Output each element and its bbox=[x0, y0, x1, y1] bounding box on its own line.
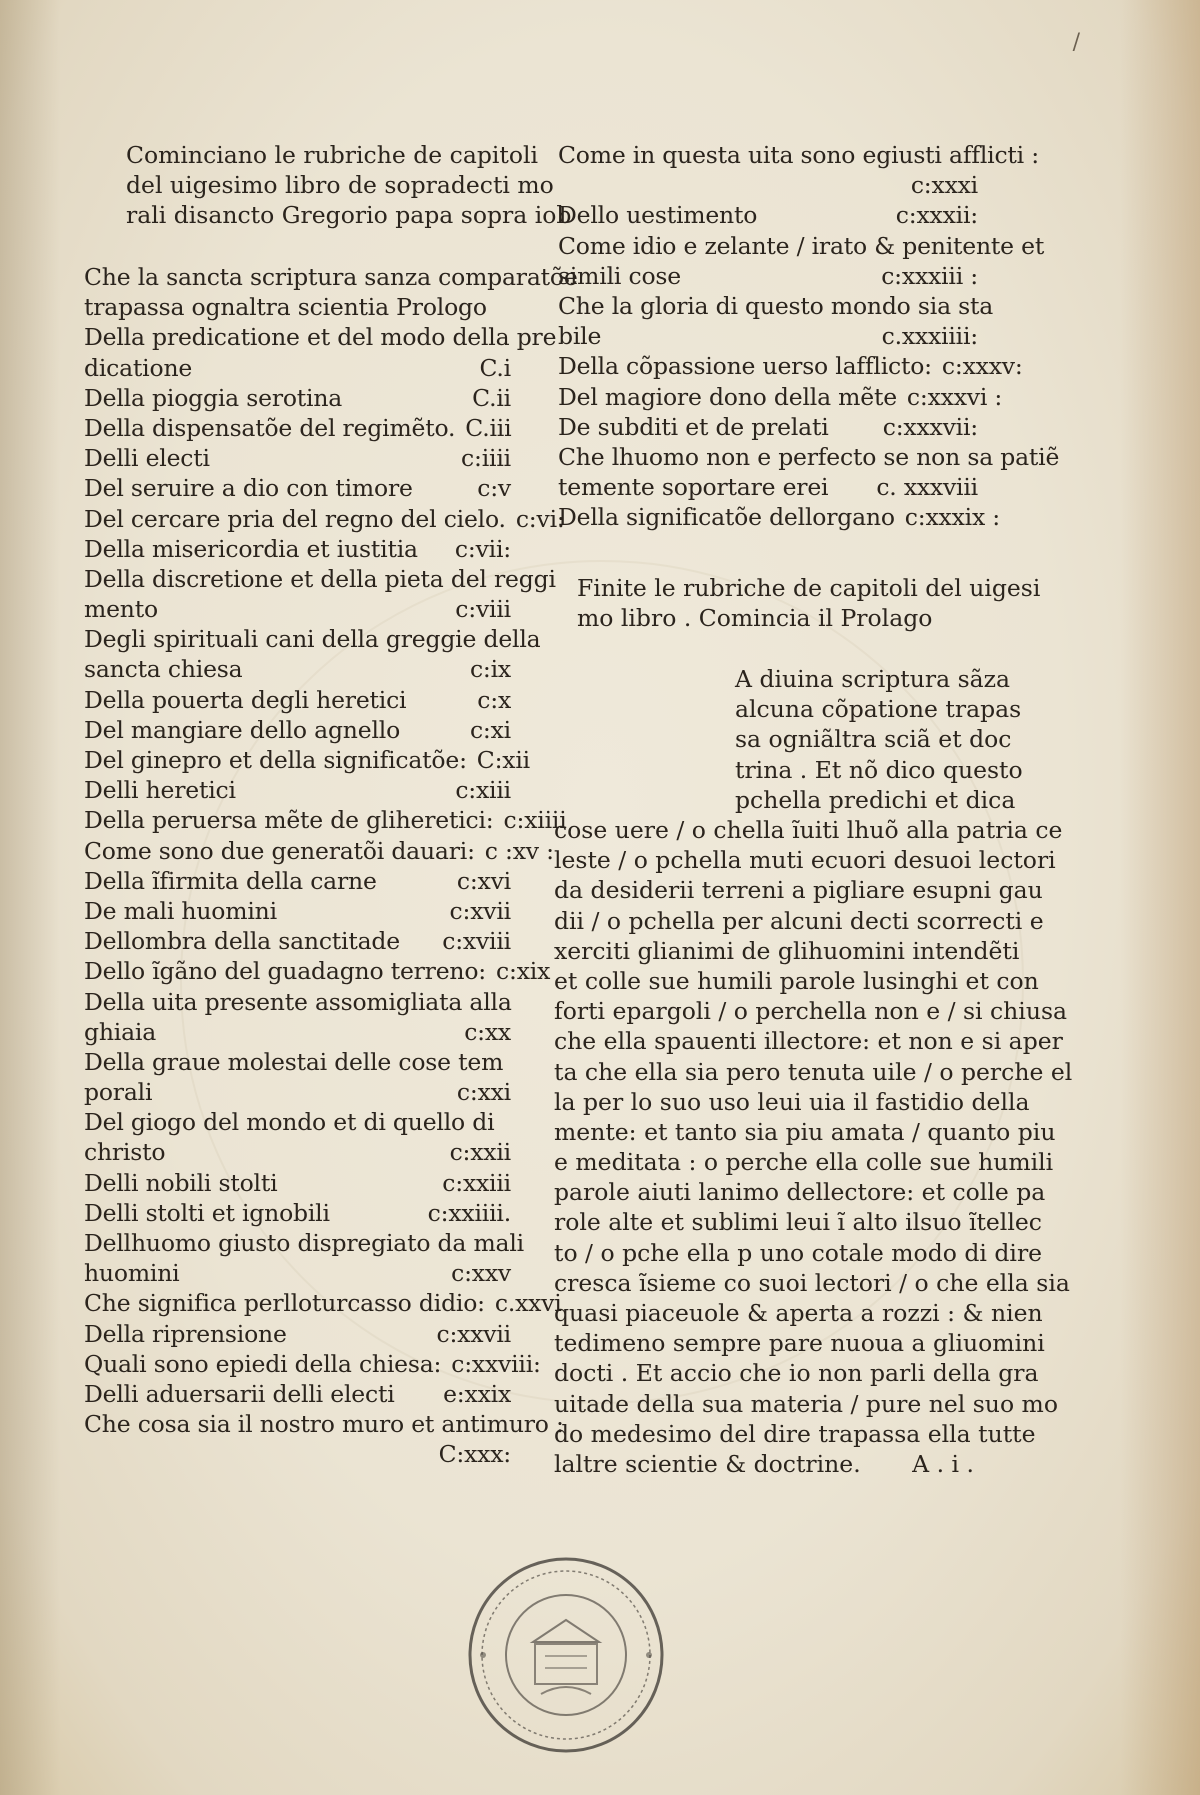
prologue-line-text: uitade della sua materia / pure nel suo mo bbox=[554, 1389, 1058, 1418]
rubric-line-chapter-number: c:xx bbox=[464, 1017, 511, 1046]
prologue-line bbox=[554, 1087, 1030, 1117]
rubric-line-text: Della predicatione et del modo della pre bbox=[84, 323, 557, 352]
heading-line: Cominciano le rubriche de capitoli bbox=[126, 141, 539, 169]
rubric-line-chapter-number bbox=[512, 987, 522, 1017]
prologue-line bbox=[554, 1057, 1073, 1087]
rubric-line bbox=[84, 1319, 511, 1349]
rubric-line-text: Degli spirituali cani della greggie della bbox=[84, 625, 541, 654]
rubric-line-chapter-number: e:xxix bbox=[443, 1379, 511, 1408]
prologue-line-text: leste / o pchella muti ecuori desuoi lectori bbox=[554, 846, 1056, 875]
prologue-line bbox=[554, 1449, 974, 1479]
rubric-line-chapter-number: C:xxx: bbox=[438, 1440, 511, 1469]
rubric-line-text: Del giogo del mondo et di quello di bbox=[84, 1108, 495, 1137]
prologue-line bbox=[554, 875, 1043, 905]
rubric-line-chapter-number: c:xxiiii. bbox=[427, 1198, 511, 1227]
rubric-line bbox=[84, 987, 511, 1017]
rubric-line bbox=[84, 1258, 511, 1288]
prologue-full-block bbox=[554, 815, 1073, 1479]
rubric-line-chapter-number: c:xxv bbox=[451, 1259, 511, 1288]
rubric-line-text: huomini bbox=[84, 1259, 180, 1288]
rubric-line bbox=[84, 685, 511, 715]
prologue-line bbox=[554, 1026, 1063, 1056]
rubric-line bbox=[84, 1349, 541, 1379]
rubric-line-text: Del ginepro et della significatõe: bbox=[84, 746, 467, 774]
rubric-line-chapter-number: c:viii bbox=[455, 595, 511, 624]
rubric-line-text: Della graue molestai delle cose tem bbox=[84, 1047, 504, 1076]
rubric-line-text: Come in questa uita sono egiusti afflicti : bbox=[558, 141, 1039, 169]
rubric-line bbox=[84, 353, 511, 383]
prologue-line: trina . Et nõ dico questo bbox=[735, 755, 1023, 784]
prologue-line-text: tedimeno sempre pare nuoua a gliuomini bbox=[554, 1329, 1045, 1358]
rubric-line-text: Che lhuomo non e perfecto se non sa patiẽ bbox=[558, 442, 1060, 471]
rubric-line-text: Della dispensatõe del regimẽto. bbox=[84, 413, 456, 442]
rubric-line-chapter-number: c.xxvi bbox=[494, 1289, 562, 1318]
prologue-line-text: do medesimo del dire trapassa ella tutte bbox=[554, 1419, 1036, 1448]
rubric-line bbox=[84, 443, 511, 473]
prologue-line bbox=[554, 815, 1063, 845]
prologue-line bbox=[554, 936, 1020, 966]
rubric-line-chapter-number: c:vii: bbox=[454, 534, 511, 563]
rubric-line-text: trapassa ognaltra scientia Prologo bbox=[84, 293, 487, 322]
prologue-line bbox=[554, 1238, 1043, 1268]
rubric-line bbox=[558, 412, 978, 442]
rubric-line bbox=[84, 1168, 511, 1198]
rubric-line bbox=[84, 715, 511, 745]
rubric-line bbox=[558, 351, 1023, 381]
rubric-line-chapter-number: c:xix bbox=[496, 957, 551, 986]
rubric-line-text: christo bbox=[84, 1138, 166, 1167]
prologue-line bbox=[554, 1298, 1043, 1328]
rubric-line-text: Della significatõe dellorgano bbox=[558, 503, 895, 532]
rubric-line-chapter-number: C.i bbox=[479, 353, 511, 382]
rubric-line bbox=[84, 926, 511, 956]
prologue-line: alcuna cõpatione trapas bbox=[735, 695, 1022, 724]
rubric-line-chapter-number: c:xvii bbox=[449, 896, 511, 925]
rubric-line-text: Della pioggia serotina bbox=[84, 383, 343, 412]
prologue-line-text: forti epargoli / o perchella non e / si chiusa bbox=[554, 997, 1068, 1026]
finite-line: mo libro . Comincia il Prolago bbox=[577, 604, 933, 633]
rubric-line bbox=[558, 382, 1003, 412]
rubric-line-text: Del cercare pria del regno del cielo. bbox=[84, 504, 506, 533]
prologue-line-text: parole aiuti lanimo dellectore: et colle pa bbox=[554, 1178, 1046, 1207]
rubric-line-text: Dello ĩgãno del guadagno terreno: bbox=[84, 957, 487, 986]
rubric-line-chapter-number bbox=[501, 1107, 511, 1137]
rubric-line-chapter-number bbox=[540, 624, 550, 654]
rubric-line-chapter-number: c:ix bbox=[469, 655, 511, 684]
prologue-line-text: xerciti glianimi de glihuomini intendẽti bbox=[554, 936, 1020, 965]
rubric-line-text: sancta chiesa bbox=[84, 655, 243, 684]
rubric-line-text: porali bbox=[84, 1078, 153, 1107]
right-column-rubrics bbox=[558, 140, 1060, 532]
prologue-line: pchella predichi et dica bbox=[735, 785, 1016, 814]
prologue-line-text: to / o pche ella p uno cotale modo di dire bbox=[554, 1238, 1043, 1267]
rubric-line-text: Che significa perlloturcasso didio: bbox=[84, 1289, 485, 1318]
rubric-line bbox=[84, 1077, 511, 1107]
prologue-line bbox=[554, 1358, 1039, 1388]
prologue-line bbox=[554, 1207, 1042, 1237]
rubric-line bbox=[558, 442, 1060, 472]
rubric-line bbox=[84, 534, 511, 564]
rubric-line-chapter-number: c:xvi bbox=[456, 866, 511, 895]
rubric-line-chapter-number: c:xxxiii : bbox=[881, 261, 978, 290]
rubric-line-text: Delli electi bbox=[84, 444, 210, 473]
rubric-line-text: bile bbox=[558, 322, 602, 351]
initial-letter-space bbox=[570, 664, 720, 804]
rubric-line-text: De mali huomini bbox=[84, 896, 277, 925]
rubric-line-text: Della misericordia et iustitia bbox=[84, 534, 418, 563]
rubric-line-text: Della pouerta degli heretici bbox=[84, 685, 407, 714]
prologue-line: A diuina scriptura sãza bbox=[735, 665, 1011, 693]
rubric-line bbox=[558, 231, 1045, 261]
prologue-line-text: la per lo suo uso leui uia il fastidio della bbox=[554, 1087, 1030, 1116]
rubric-line bbox=[84, 805, 567, 835]
rubric-line-text: simili cose bbox=[558, 261, 681, 290]
rubric-line-text: Che la sancta scriptura sanza comparatõe bbox=[84, 263, 578, 291]
rubric-line bbox=[84, 594, 511, 624]
prologue-line bbox=[554, 1419, 1036, 1449]
rubric-line bbox=[558, 502, 1000, 532]
rubric-line-chapter-number bbox=[503, 1047, 513, 1077]
rubric-line-chapter-number: c:xxviii: bbox=[451, 1349, 541, 1378]
rubric-line-chapter-number: c:xxvii bbox=[436, 1319, 511, 1348]
rubric-line-chapter-number: c:v bbox=[477, 474, 511, 503]
left-column-rubrics bbox=[84, 262, 578, 1470]
rubric-line bbox=[84, 1198, 511, 1228]
rubric-line bbox=[84, 322, 557, 352]
rubric-line bbox=[84, 1137, 511, 1167]
rubric-line bbox=[558, 321, 978, 351]
rubric-line bbox=[84, 1379, 511, 1409]
rubric-line-chapter-number: c:x bbox=[477, 685, 511, 714]
rubric-line-chapter-number: C:xii bbox=[476, 746, 530, 774]
rubric-line bbox=[84, 1107, 511, 1137]
rubric-line-chapter-number: c :xv : bbox=[484, 836, 554, 865]
rubric-line-text: Del mangiare dello agnello bbox=[84, 715, 401, 744]
prologue-line-text: docti . Et accio che io non parli della gra bbox=[554, 1359, 1039, 1388]
finite-rubrics-note bbox=[577, 573, 1041, 633]
rubric-line-chapter-number: c:xxxv: bbox=[941, 352, 1023, 381]
rubric-line-chapter-number bbox=[501, 292, 511, 322]
rubric-line-text: Della discretione et della pieta del reggi bbox=[84, 564, 556, 593]
rubric-line-chapter-number: c:xxxvii: bbox=[882, 412, 978, 441]
prologue-line-text: laltre scientie & doctrine. bbox=[554, 1449, 861, 1478]
prologue-line bbox=[554, 1117, 1056, 1147]
rubric-line-chapter-number: c:xxii bbox=[449, 1138, 511, 1167]
rubric-line bbox=[84, 292, 511, 322]
rubric-line bbox=[84, 745, 530, 775]
rubric-line-chapter-number: C.iii bbox=[465, 413, 512, 442]
rubric-line-chapter-number: c.xxxiiii: bbox=[881, 322, 978, 351]
prologue-line bbox=[554, 1147, 1054, 1177]
rubric-line-text: Delli aduersarii delli electi bbox=[84, 1379, 395, 1408]
prologue-line-chapter-number: A . i . bbox=[912, 1449, 974, 1478]
rubric-line-chapter-number bbox=[993, 291, 1003, 321]
rubric-line-chapter-number: c:xxxii: bbox=[895, 201, 978, 230]
rubric-line bbox=[84, 836, 554, 866]
rubric-line-chapter-number: c:xiii bbox=[455, 776, 511, 805]
prologue-line-text: cresca ĩsieme co suoi lectori / o che ella sia bbox=[554, 1268, 1070, 1297]
rubric-line bbox=[558, 472, 978, 502]
prologue-line-text: cose uere / o chella ĩuiti lhuõ alla patria ce bbox=[554, 816, 1063, 844]
rubric-line bbox=[84, 504, 565, 534]
prologue-line bbox=[554, 1268, 1070, 1298]
rubric-line-text: Della peruersa mẽte de gliheretici: bbox=[84, 806, 494, 835]
rubric-line bbox=[84, 383, 511, 413]
rubric-line-chapter-number: c:xxiii bbox=[442, 1168, 511, 1197]
rubric-line-text: Come idio e zelante / irato & penitente et bbox=[558, 231, 1045, 260]
rubric-line bbox=[84, 1439, 511, 1469]
rubric-line-text: temente soportare erei bbox=[558, 473, 829, 502]
rubric-line-text: Dello uestimento bbox=[558, 201, 758, 230]
prologue-line-text: ta che ella sia pero tenuta uile / o perche el bbox=[554, 1057, 1073, 1086]
rubric-line-text: Dellhuomo giusto dispregiato da mali bbox=[84, 1229, 525, 1257]
rubric-line bbox=[84, 866, 511, 896]
prologue-line-text: et colle sue humili parole lusinghi et con bbox=[554, 966, 1039, 995]
prologue-line-text: mente: et tanto sia piu amata / quanto piu bbox=[554, 1117, 1056, 1146]
rubric-line bbox=[558, 200, 978, 230]
rubric-line-text: Della uita presente assomigliata alla bbox=[84, 987, 512, 1016]
rubric-line-chapter-number bbox=[556, 564, 566, 594]
prologue-line: sa ogniãltra sciã et doc bbox=[735, 725, 1012, 754]
rubric-line-chapter-number: c:xxxix : bbox=[904, 503, 1000, 532]
rubric-line-text: Che la gloria di questo mondo sia sta bbox=[558, 291, 994, 320]
rubric-line-text: ghiaia bbox=[84, 1017, 157, 1046]
rubric-line-text: Del seruire a dio con timore bbox=[84, 474, 413, 503]
rubric-line-chapter-number: c:xxxvi : bbox=[906, 382, 1003, 411]
rubric-line-text: dicatione bbox=[84, 353, 193, 382]
rubric-line-text: Della riprensione bbox=[84, 1319, 287, 1348]
folio-mark: / bbox=[1072, 30, 1080, 55]
prologue-line bbox=[554, 906, 1044, 936]
rubric-line-chapter-number: c:xiiii bbox=[503, 806, 567, 835]
rubric-line bbox=[84, 1409, 564, 1439]
rubric-line-text: Della ĩfirmita della carne bbox=[84, 866, 377, 895]
rubric-line bbox=[84, 262, 578, 292]
rubric-line-chapter-number: c. xxxviii bbox=[876, 473, 978, 502]
prologue-line-text: quasi piaceuole & aperta a rozzi : & nien bbox=[554, 1299, 1043, 1327]
rubric-line bbox=[84, 564, 556, 594]
rubric-line bbox=[558, 291, 994, 321]
heading-line: rali disancto Gregorio papa sopra iob bbox=[126, 201, 572, 230]
rubric-line-text: mento bbox=[84, 595, 158, 624]
rubric-line-chapter-number: c:xi bbox=[469, 715, 511, 744]
rubric-line-text: Delli heretici bbox=[84, 776, 236, 805]
prologue-line bbox=[554, 966, 1039, 996]
prologue-line bbox=[554, 996, 1068, 1026]
rubric-line-chapter-number: c:vi: bbox=[515, 504, 565, 533]
rubric-line bbox=[84, 1288, 562, 1318]
rubric-line-chapter-number bbox=[1039, 140, 1049, 170]
rubric-line-text: De subditi et de prelati bbox=[558, 412, 829, 441]
rubric-line-text: Della cõpassione uerso lafflicto: bbox=[558, 352, 932, 381]
rubric-heading bbox=[126, 140, 572, 231]
rubric-line-text: Dellombra della sanctitade bbox=[84, 927, 400, 956]
library-stamp-icon bbox=[463, 1552, 669, 1758]
rubric-line-text: Che cosa sia il nostro muro et antimuro : bbox=[84, 1410, 564, 1439]
rubric-line bbox=[84, 1228, 525, 1258]
rubric-line-chapter-number bbox=[1059, 442, 1069, 472]
rubric-line-chapter-number bbox=[524, 1228, 534, 1258]
rubric-line bbox=[558, 261, 978, 291]
prologue-line-text: che ella spauenti illectore: et non e si aper bbox=[554, 1027, 1063, 1056]
rubric-line bbox=[558, 140, 1039, 170]
finite-line: Finite le rubriche de capitoli del uigesi bbox=[577, 574, 1041, 602]
rubric-line-text: Delli stolti et ignobili bbox=[84, 1198, 330, 1227]
prologue-line bbox=[554, 1177, 1046, 1207]
rubric-line-chapter-number: c:iiii bbox=[461, 444, 511, 473]
rubric-line bbox=[84, 473, 511, 503]
prologue-line-text: dii / o pchella per alcuni decti scorrecti e bbox=[554, 906, 1044, 935]
rubric-line bbox=[84, 1017, 511, 1047]
prologue-line-text: role alte et sublimi leui ĩ alto ilsuo ĩtellec bbox=[554, 1208, 1042, 1237]
rubric-line bbox=[84, 654, 511, 684]
rubric-line bbox=[84, 413, 511, 443]
rubric-line bbox=[84, 896, 511, 926]
rubric-line bbox=[84, 624, 541, 654]
prologue-line-text: e meditata : o perche ella colle sue humili bbox=[554, 1148, 1054, 1177]
prologue-indented-block bbox=[735, 664, 1023, 815]
rubric-line-text: Delli nobili stolti bbox=[84, 1168, 278, 1197]
heading-line: del uigesimo libro de sopradecti mo bbox=[126, 171, 554, 200]
rubric-line-text: Quali sono epiedi della chiesa: bbox=[84, 1349, 442, 1378]
rubric-line-text: Come sono due generatõi dauari: bbox=[84, 836, 475, 865]
rubric-line bbox=[84, 775, 511, 805]
rubric-line-chapter-number: c:xxxi bbox=[910, 171, 978, 200]
prologue-line bbox=[554, 1389, 1058, 1419]
rubric-line bbox=[84, 1047, 511, 1077]
rubric-line-chapter-number: C.ii bbox=[472, 383, 511, 412]
prologue-line bbox=[554, 845, 1056, 875]
rubric-line bbox=[84, 956, 551, 986]
prologue-line-text: da desiderii terreni a pigliare esupni gau bbox=[554, 876, 1043, 905]
rubric-line-chapter-number: c:xviii bbox=[442, 927, 511, 956]
rubric-line-text: Del magiore dono della mẽte bbox=[558, 382, 897, 411]
rubric-line bbox=[558, 170, 978, 200]
rubric-line-chapter-number bbox=[1044, 231, 1054, 261]
rubric-line-chapter-number: c:xxi bbox=[456, 1078, 511, 1107]
prologue-line bbox=[554, 1328, 1045, 1358]
